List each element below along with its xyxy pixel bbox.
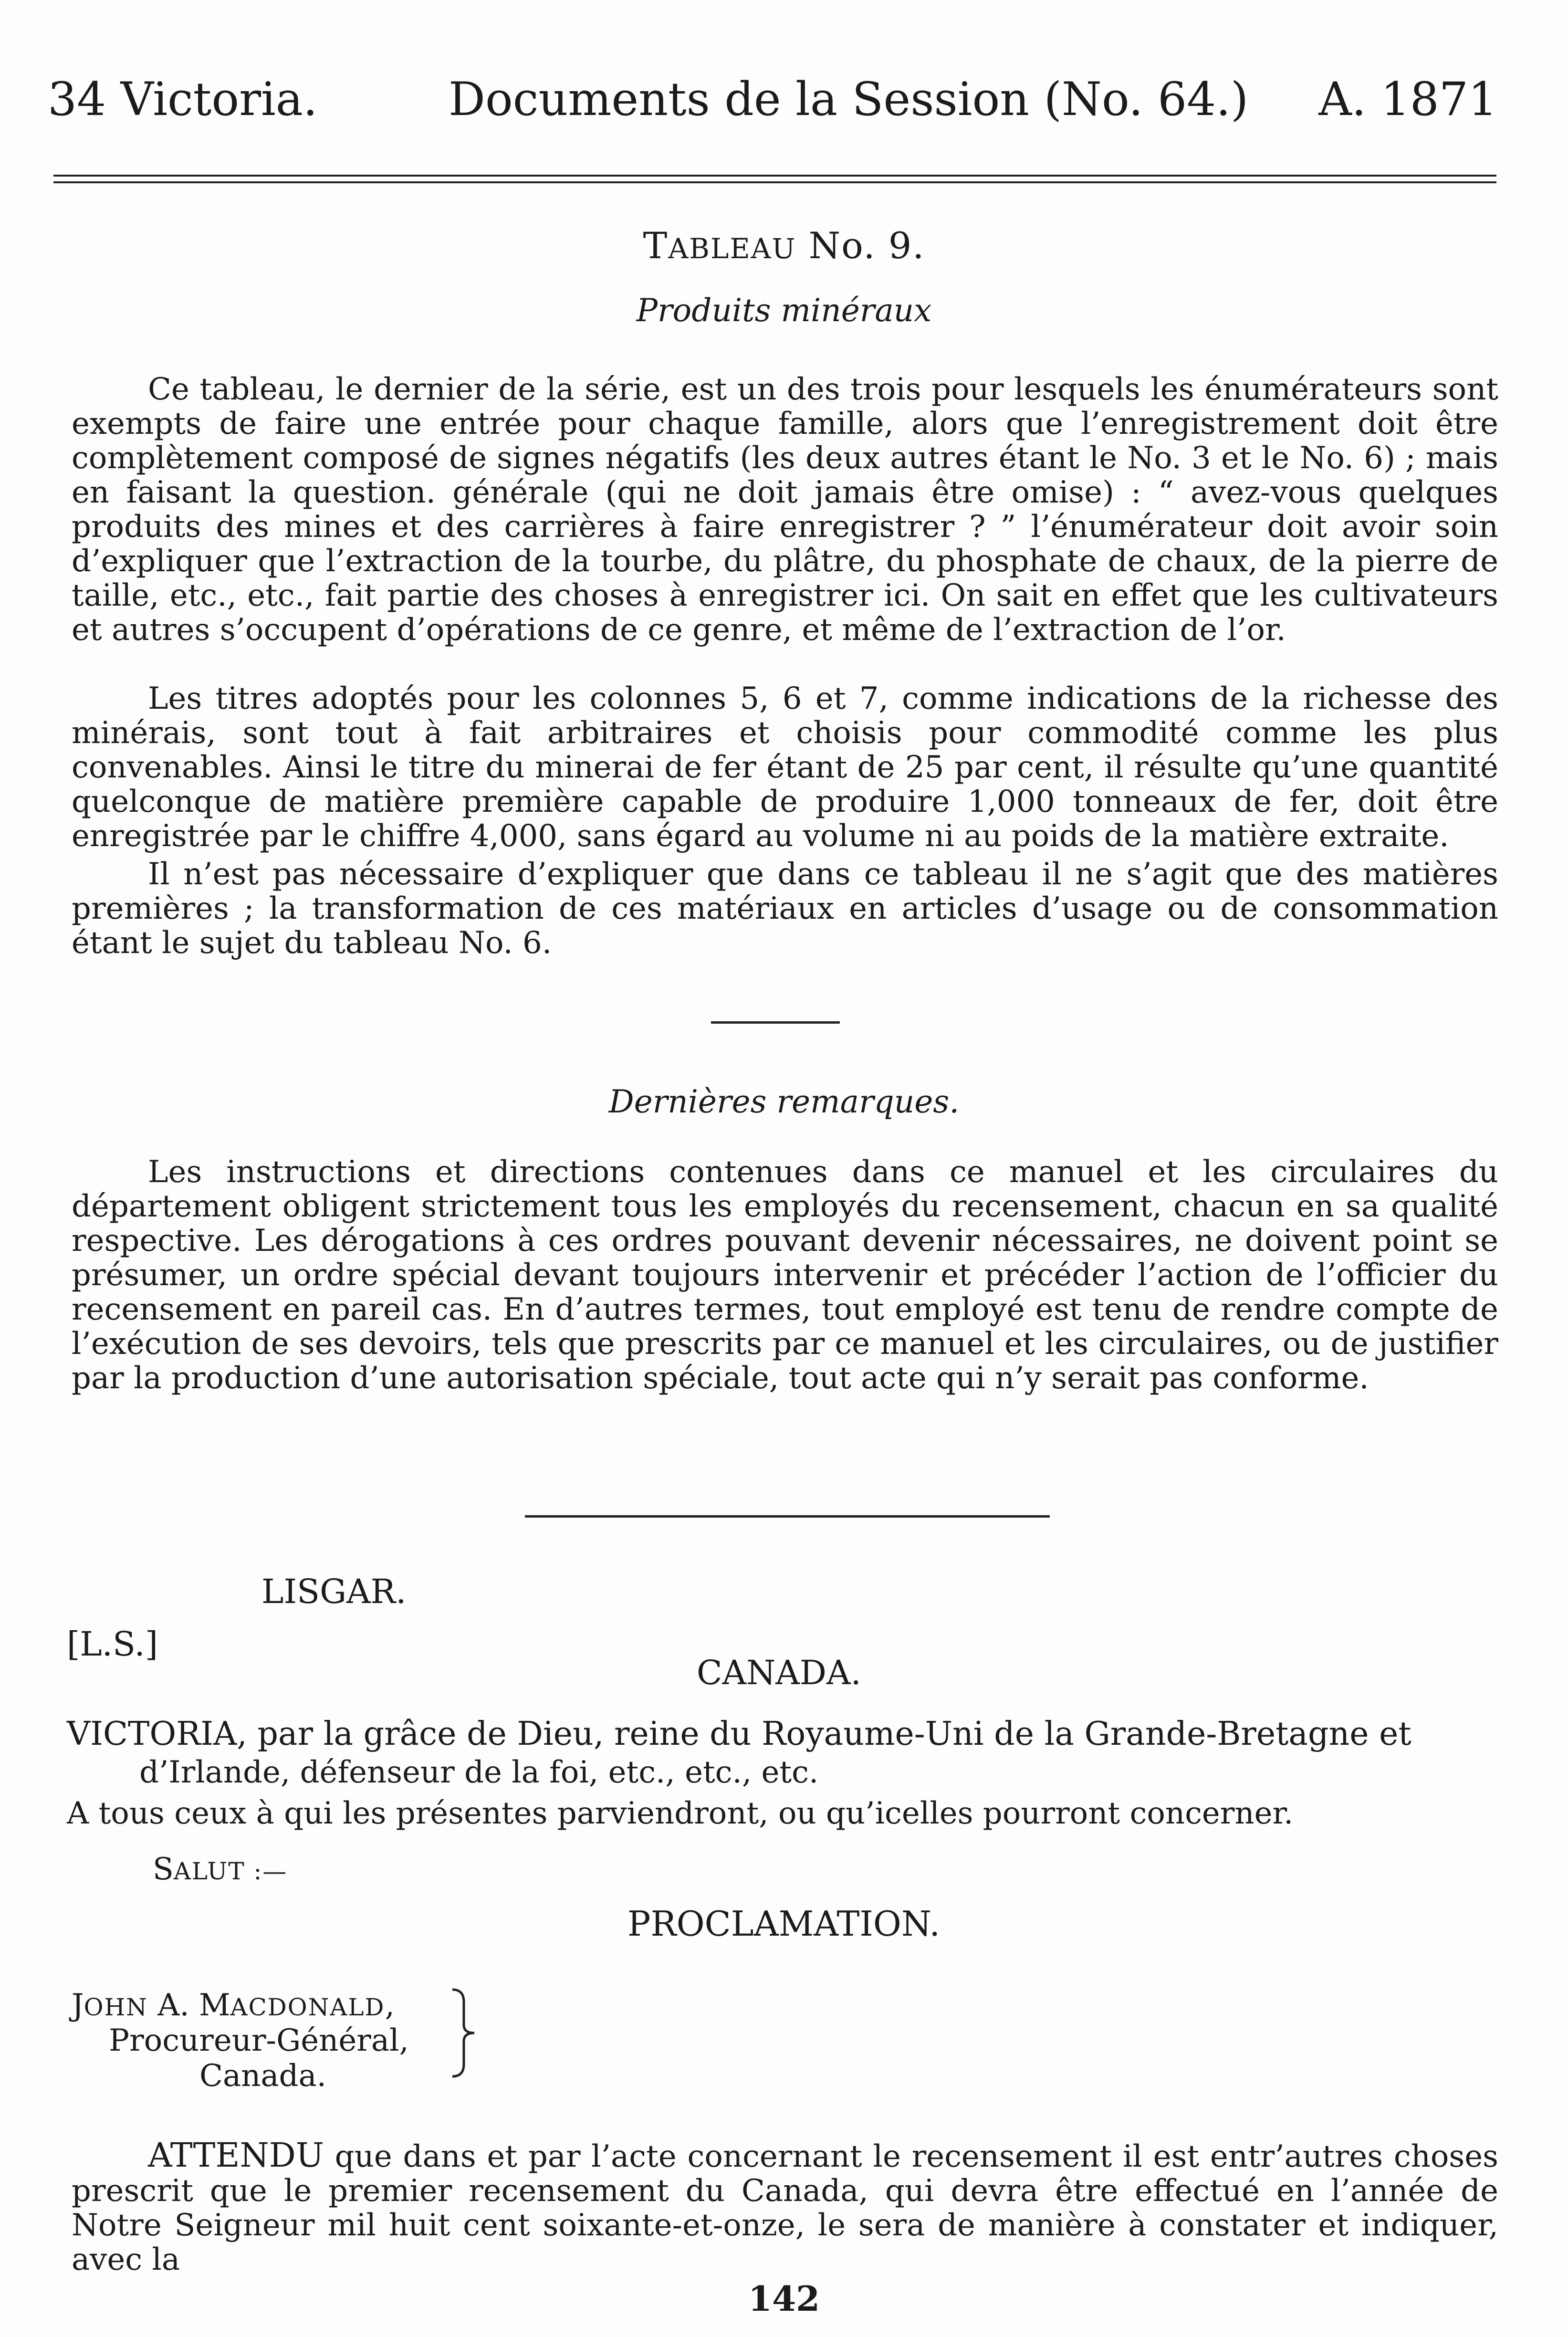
signatory-place: Canada. <box>199 2058 326 2094</box>
signatory-first-rest: OHN <box>84 1993 148 2021</box>
attendu-text: que dans et par l’acte concernant le recensement il est entr’autres choses prescrit que le premier recensement du Canada, qui devra être effectué en l’année de Notre Seigneur mil huit cent soixante-et-onze, le sera de manière à constater et indiquer, avec la <box>72 2139 1498 2277</box>
signatory-last-rest: ACDONALD <box>230 1993 385 2021</box>
header-document-title: Documents de la Session (No. 64.) <box>449 73 1249 126</box>
section-divider-rule <box>711 1021 840 1024</box>
salut-initial: S <box>153 1852 174 1887</box>
country-heading: CANADA. <box>697 1653 861 1692</box>
lisgar-signature: LISGAR. <box>261 1572 407 1611</box>
table-title <box>0 224 1568 267</box>
header-session-year: 34 Victoria. <box>48 73 318 126</box>
table-title-smallcaps: ABLEAU <box>668 232 796 265</box>
salut-rest: ALUT :— <box>173 1857 288 1885</box>
victoria-line-1: VICTORIA, par la grâce de Dieu, reine du Royaume-Uni de la Grande-Bretagne et <box>67 1715 1411 1753</box>
signatory-comma: , <box>385 1988 395 2023</box>
right-brace-icon <box>449 1988 477 2078</box>
victoria-line-2: d’Irlande, défenseur de la foi, etc., etc., etc. <box>139 1755 819 1790</box>
remarks-paragraph: Les instructions et directions contenues dans ce manuel et les circulaires du département obligent strictement tous les employés du recensement, chacun en sa qualité respective. Les dérogations à ces ordres pouvant devenir nécessaires, ne doivent point se présumer, un ordre spécial devant toujours intervenir et précéder l’action de l’officier du recensement en pareil cas. En d’autres termes, tout employé est tenu de rendre compte de l’exécution de ses devoirs, tels que prescrits par ce manuel et les circulaires, ou de justifier par la production d’une autorisation spéciale, tout acte qui n’y serait pas conforme. <box>72 1154 1498 1396</box>
signatory-initial-last: A. M <box>147 1988 230 2023</box>
seal-mark: [L.S.] <box>67 1624 158 1664</box>
address-line: A tous ceux à qui les présentes parviendront, ou qu’icelles pourront concerner. <box>67 1796 1294 1831</box>
header-double-rule <box>53 175 1496 183</box>
attendu-paragraph <box>72 2138 1498 2277</box>
signatory-initial-first: J <box>72 1988 84 2023</box>
signatory-title: Procureur-Général, <box>109 2023 409 2058</box>
proclamation-title: PROCLAMATION. <box>627 1904 941 1944</box>
table-title-number: No. 9. <box>808 224 925 267</box>
table-subtitle: Produits minéraux <box>636 292 932 329</box>
header-reference: A. 1871 <box>1318 73 1497 126</box>
table-paragraph-2: Les titres adoptés pour les colonnes 5, 6 et 7, comme indications de la richesse des minérais, sont tout à fait arbitraires et choisis pour commodité comme les plus convenables. Ainsi le titre du minerai de fer étant de 25 par cent, il résulte qu’une quantité quelconque de matière première capable de produire 1,000 tonneaux de fer, doit être enregistrée par le chiffre 4,000, sans égard au volume ni au poids de la matière extraite. <box>72 681 1498 854</box>
signatory-name <box>72 1990 395 2021</box>
table-paragraph-1: Ce tableau, le dernier de la série, est un des trois pour lesquels les énumérateurs sont exempts de faire une entrée pour chaque famille, alors que l’enregistrement doit être complètement composé de signes négatifs (les deux autres étant le No. 3 et le No. 6) ; mais en faisant la question. générale (qui ne doit jamais être omise) : “ avez-vous quelques produits des mines et des carrières à faire enregistrer ? ” l’énumérateur doit avoir soin d’expliquer que l’extraction de la tourbe, du plâtre, du phosphate de chaux, de la pierre de taille, etc., etc., fait partie des choses à enregistrer ici. On sait en effet que les cultivateurs et autres s’occupent d’opérations de ce genre, et même de l’extraction de l’or. <box>72 372 1498 648</box>
proclamation-divider-rule <box>525 1515 1050 1518</box>
table-paragraph-3: Il n’est pas nécessaire d’expliquer que dans ce tableau il ne s’agit que des matières premières ; la transformation de ces matériaux en articles d’usage ou de consommation étant le sujet du tableau No. 6. <box>72 857 1498 961</box>
page-number: 142 <box>748 2278 820 2319</box>
table-title-initial: T <box>643 224 669 267</box>
attendu-lead: ATTENDU <box>148 2136 324 2175</box>
salut-line <box>153 1854 287 1885</box>
remarks-heading: Dernières remarques. <box>608 1083 960 1120</box>
